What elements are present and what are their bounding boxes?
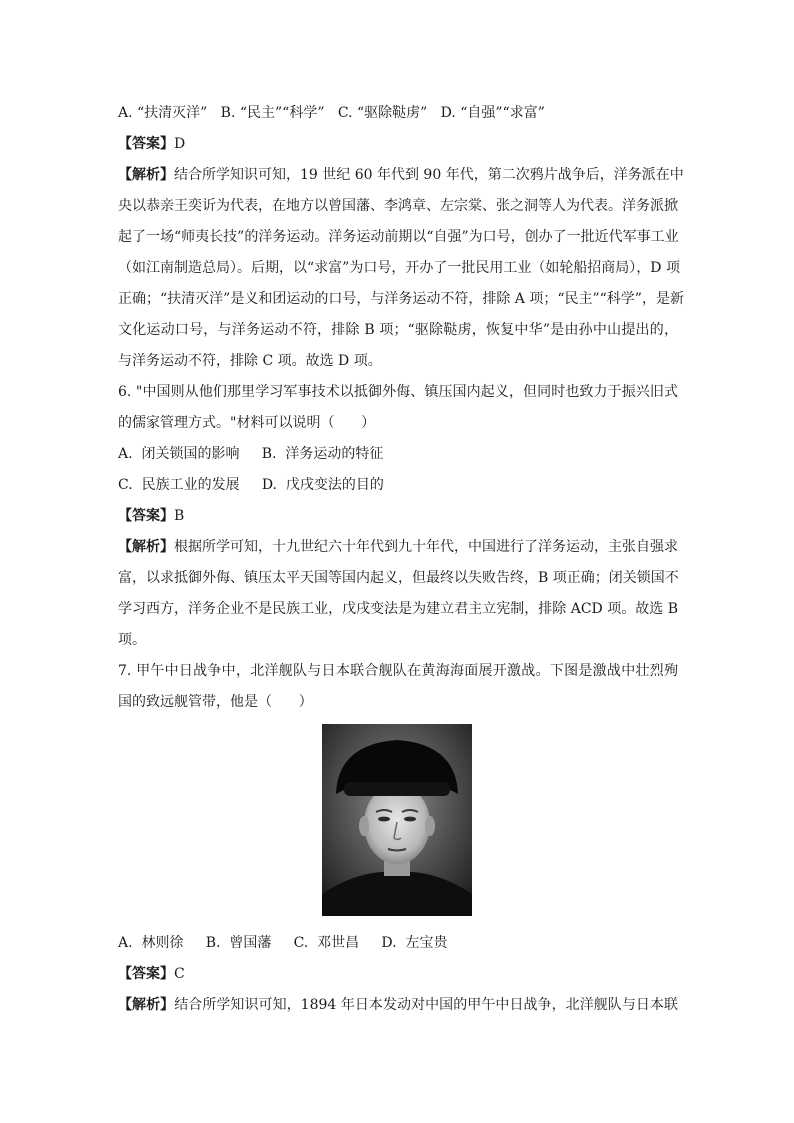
q5-analysis-line-3: （如江南制造总局）。后期，以“求富”为口号，开办了一批民用工业（如轮船招商局），D 项 <box>118 260 680 276</box>
q7-stem-line-0: 7. 甲午中日战争中，北洋舰队与日本联合舰队在黄海海面展开激战。下图是激战中壮烈殉 <box>118 663 678 679</box>
q7-options: A. 林则徐 B. 曾国藩 C. 邓世昌 D. 左宝贵 <box>118 935 448 951</box>
q6-analysis-line-0 <box>118 532 678 563</box>
document-page <box>118 98 684 1021</box>
q6-analysis-line-2: 学习西方，洋务企业不是民族工业，戊戌变法是为建立君主立宪制，排除 ACD 项。故选 B <box>118 601 678 617</box>
q5-analysis-line-0 <box>118 160 684 191</box>
answer-value: C <box>174 966 185 982</box>
answer-tag: 【答案】 <box>118 136 174 152</box>
q6-analysis-line-3: 项。 <box>118 632 146 648</box>
q5-analysis-line-6: 与洋务运动不符，排除 C 项。故选 D 项。 <box>118 353 382 369</box>
analysis-tag: 【解析】 <box>118 167 174 183</box>
q7-stem-line-1: 国的致远舰管带，他是（ ） <box>118 694 313 710</box>
q6-stem-line-1: 的儒家管理方式。"材料可以说明（ ） <box>118 415 376 431</box>
q6-analysis-line-1: 富，以求抵御外侮、镇压太平天国等国内起义，但最终以失败告终，B 项正确；闭关锁国不 <box>118 570 679 586</box>
portrait-photo <box>322 724 472 916</box>
analysis-tag: 【解析】 <box>118 997 175 1013</box>
q6-options-row-2: C. 民族工业的发展 D. 戊戌变法的目的 <box>118 477 384 493</box>
q6-stem-line-0: 6. "中国则从他们那里学习军事技术以抵御外侮、镇压国内起义，但同时也致力于振兴旧式 <box>118 384 678 400</box>
q5-answer <box>118 129 678 160</box>
portrait-image <box>322 724 472 916</box>
q6-options-row-1: A. 闭关锁国的影响 B. 洋务运动的特征 <box>118 446 384 462</box>
q7-answer <box>118 959 678 990</box>
analysis-tag: 【解析】 <box>118 539 174 555</box>
q5-options-text: A. “扶清灭洋” B. “民主”“科学” C. “驱除鞑虏” D. “自强”“求富” <box>118 105 545 121</box>
q7-analysis-line-0 <box>118 990 678 1021</box>
analysis-text: 根据所学可知，十九世纪六十年代到九十年代，中国进行了洋务运动，主张自强求 <box>174 539 678 555</box>
answer-value: B <box>174 508 185 524</box>
analysis-text: 结合所学知识可知，1894 年日本发动对中国的甲午中日战争，北洋舰队与日本联 <box>174 997 679 1013</box>
q5-options <box>118 98 678 129</box>
q5-analysis-line-4: 正确；“扶清灭洋”是义和团运动的口号，与洋务运动不符，排除 A 项；“民主”“科学”，是新 <box>118 291 684 307</box>
answer-tag: 【答案】 <box>118 508 174 524</box>
answer-value: D <box>174 136 186 152</box>
answer-tag: 【答案】 <box>118 966 174 982</box>
q5-analysis-line-1: 央以恭亲王奕䜣为代表，在地方以曾国藩、李鸿章、左宗棠、张之洞等人为代表。洋务派掀 <box>118 198 678 214</box>
analysis-text: 结合所学知识可知，19 世纪 60 年代到 90 年代，第二次鸦片战争后，洋务派在中 <box>174 167 684 183</box>
q5-analysis-line-5: 文化运动口号，与洋务运动不符，排除 B 项；“驱除鞑虏，恢复中华”是由孙中山提出的， <box>118 322 678 338</box>
q6-answer <box>118 501 678 532</box>
portrait-figure <box>118 724 678 920</box>
q5-analysis-line-2: 起了一场“师夷长技”的洋务运动。洋务运动前期以“自强”为口号，创办了一批近代军事工业 <box>118 229 679 245</box>
